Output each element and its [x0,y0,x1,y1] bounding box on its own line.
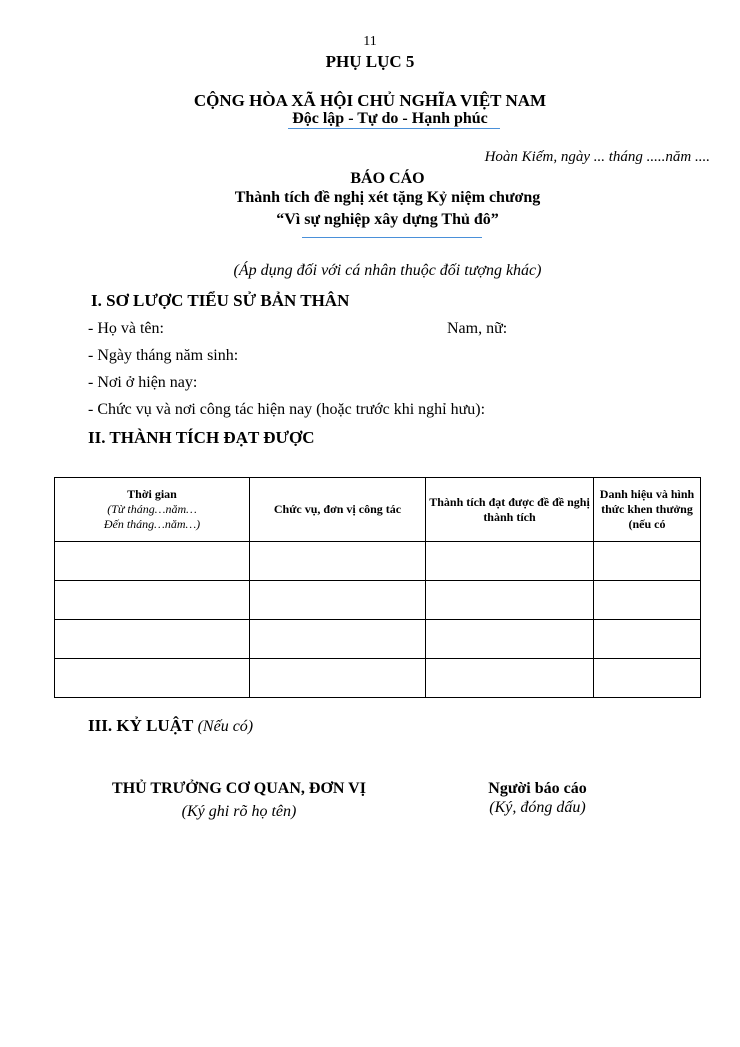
section2-heading: II. THÀNH TÍCH ĐẠT ĐƯỢC [88,428,315,447]
table-cell[interactable] [594,581,701,620]
name-label: - Họ và tên: [88,320,164,337]
table-cell[interactable] [426,542,594,581]
achievements-table [54,477,701,698]
table-cell[interactable] [426,620,594,659]
col-position-header: Chức vụ, đơn vị công tác [250,478,426,542]
position-label: - Chức vụ và nơi công tác hiện nay (hoặc trước khi nghỉ hưu): [88,401,486,418]
signature-right-title: Người báo cáo [488,780,587,797]
residence-label: - Nơi ở hiện nay: [88,374,198,391]
section1-heading: I. SƠ LƯỢC TIỂU SỬ BẢN THÂN [91,291,350,310]
table-row [55,581,701,620]
table-cell[interactable] [426,659,594,698]
table-cell[interactable] [55,659,250,698]
appendix-title: PHỤ LỤC 5 [325,52,415,71]
table-cell[interactable] [250,581,426,620]
col-achievement-header: Thành tích đạt được đề đề nghị thành tích [426,478,594,542]
table-cell[interactable] [55,620,250,659]
table-cell[interactable] [250,620,426,659]
table-cell[interactable] [250,659,426,698]
national-title: CỘNG HÒA XÃ HỘI CHỦ NGHĨA VIỆT NAM [193,91,547,110]
table-cell[interactable] [55,542,250,581]
report-title: BÁO CÁO [350,170,425,187]
signature-left-title: THỦ TRƯỞNG CƠ QUAN, ĐƠN VỊ [112,780,366,797]
col-award-header: Danh hiệu và hình thức khen thưởng (nếu có [594,478,701,542]
apply-note: (Áp dụng đối với cá nhân thuộc đối tượng khác) [233,262,542,279]
report-subtitle-line2: “Vì sự nghiệp xây dựng Thủ đô” [276,211,499,228]
dob-label: - Ngày tháng năm sinh: [88,347,239,364]
table-row [55,620,701,659]
national-motto: Độc lập - Tự do - Hạnh phúc [292,110,488,127]
table-cell[interactable] [594,542,701,581]
table-cell[interactable] [426,581,594,620]
section3-line [88,716,253,736]
col-time-sub2: Đến tháng…năm…) [103,517,201,531]
table-header-row [55,478,701,542]
report-subtitle-line1: Thành tích đề nghị xét tặng Kỷ niệm chương [234,189,541,206]
table-row [55,659,701,698]
table-cell[interactable] [594,620,701,659]
table-cell[interactable] [250,542,426,581]
table-cell[interactable] [55,581,250,620]
place-date-line: Hoàn Kiếm, ngày ... tháng .....năm .... [484,149,710,165]
table-cell[interactable] [594,659,701,698]
section3-heading: III. KỶ LUẬT [88,716,194,735]
gender-label: Nam, nữ: [447,320,508,337]
motto-underline [288,128,500,129]
signature-right-note: (Ký, đóng dấu) [489,799,586,816]
col-time-title: Thời gian [127,487,177,501]
page-number: 11 [363,34,377,49]
col-time-sub1: (Từ tháng…năm… [107,502,197,516]
signature-left-note: (Ký ghi rõ họ tên) [181,803,297,820]
section3-note: (Nếu có) [197,718,254,735]
table-row [55,542,701,581]
col-time-header [55,478,250,542]
title-underline [302,237,482,238]
